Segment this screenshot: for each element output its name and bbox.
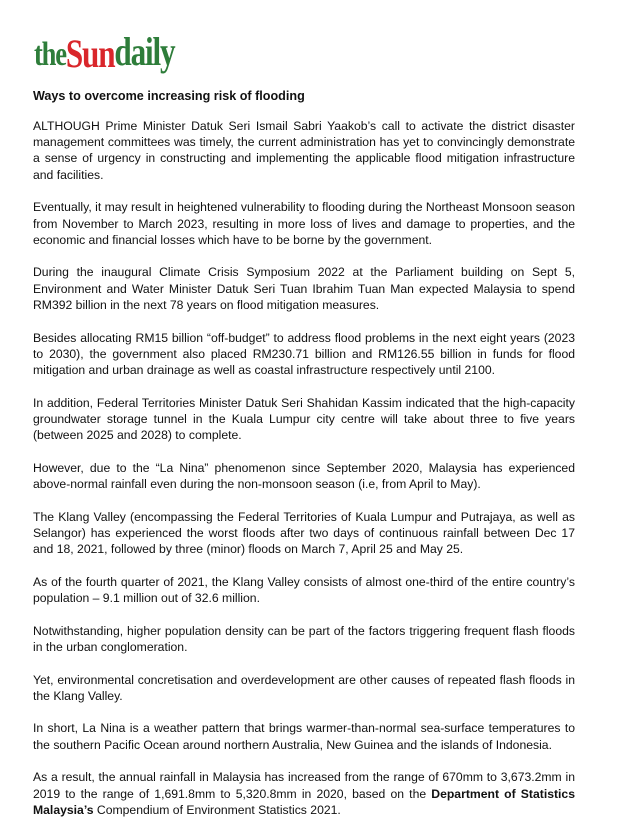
logo-daily: daily — [114, 29, 175, 74]
logo-the: the — [34, 36, 66, 73]
logo-sun: Sun — [65, 31, 115, 76]
paragraph: Besides allocating RM15 billion “off-budget” to address flood problems in the next eight years (2023 to 2030), the government also placed RM230.71 billion and RM126.55 billion in funds for flood mitigation and urban drainage as well as coastal infrastructure respectively until 2100. — [33, 330, 575, 377]
paragraph: ALTHOUGH Prime Minister Datuk Seri Ismail Sabri Yaakob’s call to activate the district disaster management committees was timely, the current administration has yet to convincingly demonstrate a sense of urgency in constructing and implementing the applicable flood mitigation infrastructure and facilities. — [33, 119, 575, 182]
paragraph: Eventually, it may result in heightened vulnerability to flooding during the Northeast Monsoon season from November to March 2023, resulting in more loss of lives and damage to properties, and the economic and financial losses which have to be borne by the government. — [33, 200, 575, 247]
paragraph: As of the fourth quarter of 2021, the Klang Valley consists of almost one-third of the entire country’s population – 9.1 million out of 32.6 million. — [33, 574, 575, 605]
paragraph: Yet, environmental concretisation and overdevelopment are other causes of repeated flash floods in the Klang Valley. — [33, 672, 575, 703]
paragraph: The Klang Valley (encompassing the Federal Territories of Kuala Lumpur and Putrajaya, as well as Selangor) has experienced the worst floods after two days of continuous rainfall between Dec 17 and 18, 2021, followed by three (minor) floods on March 7, April 25 and May 25. — [33, 509, 575, 557]
final-text-after: Compendium of Environment Statistics 2021. — [93, 802, 341, 817]
final-text-before: As a result, the annual rainfall in Malaysia has increased from the range of 670mm to 3,673.2mm in 2019 to the range of 1,691.8mm to 5,320.8mm in 2020, based on the — [33, 770, 575, 801]
paragraph: In short, La Nina is a weather pattern that brings warmer-than-normal sea-surface temperatures to the southern Pacific Ocean around northern Australia, New Guinea and the islands of Indonesia. — [33, 721, 575, 752]
paragraph: During the inaugural Climate Crisis Symposium 2022 at the Parliament building on Sept 5, Environment and Water Minister Datuk Seri Tuan Ibrahim Tuan Man expected Malaysia to spend RM392 billion in the next 78 years on flood mitigation measures. — [33, 265, 575, 312]
source-name: Department of Statistics Malaysia’s — [33, 786, 575, 817]
thesundaily-logo — [34, 29, 175, 76]
paragraph: However, due to the “La Nina” phenomenon since September 2020, Malaysia has experienced above-normal rainfall even during the non-monsoon season (i.e, from April to May). — [33, 460, 575, 491]
paragraph: In addition, Federal Territories Minister Datuk Seri Shahidan Kassim indicated that the high-capacity groundwater storage tunnel in the Kuala Lumpur city centre will take about three to five years (between 2025 and 2028) to complete. — [33, 395, 575, 443]
article-title: Ways to overcome increasing risk of flooding — [33, 89, 305, 103]
paragraph-final — [33, 769, 575, 818]
paragraph: Notwithstanding, higher population density can be part of the factors triggering frequent flash floods in the urban conglomeration. — [33, 623, 575, 654]
article — [33, 88, 575, 835]
